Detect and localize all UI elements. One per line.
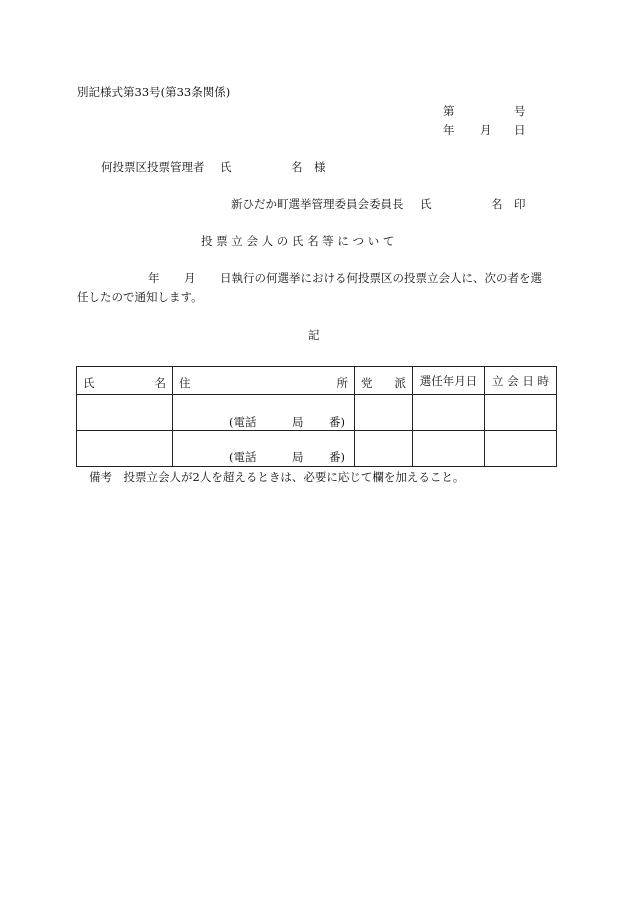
addressee-given-name-label: 名 — [291, 160, 303, 174]
table-row — [77, 395, 557, 431]
addressee-honorific: 様 — [314, 160, 326, 174]
party-cell — [355, 431, 413, 467]
table-row — [77, 431, 557, 467]
header-appointment-date-label: 選任年月日 — [419, 373, 478, 388]
remarks-note: 備考 投票立会人が2人を超えるときは、必要に応じて欄を加えること。 — [89, 470, 465, 484]
header-address-left: 住 — [179, 376, 191, 390]
party-cell — [355, 395, 413, 431]
document-number-suffix: 号 — [514, 104, 526, 118]
body-text-line-1: 日執行の何選挙における何投票区の投票立会人に、次の者を選 — [220, 271, 542, 285]
appointment-date-cell — [413, 395, 485, 431]
table-header-row — [77, 367, 557, 395]
address-cell — [173, 431, 355, 467]
date-month-label: 月 — [480, 123, 492, 137]
header-name — [77, 367, 173, 395]
attendance-datetime-cell — [485, 395, 557, 431]
phone-close-label: 番) — [329, 450, 345, 464]
form-reference: 別記様式第33号(第33条関係) — [77, 85, 231, 99]
attendance-datetime-cell — [485, 431, 557, 467]
phone-open-label: (電話 — [229, 450, 257, 464]
addressee-surname-label: 氏 — [220, 160, 232, 174]
sender-surname-label: 氏 — [420, 197, 432, 211]
phone-close-label: 番) — [329, 415, 345, 429]
document-number-prefix: 第 — [443, 104, 455, 118]
body-text-line-2: 任したので通知します。 — [77, 290, 203, 304]
seal-label: 印 — [514, 197, 526, 211]
header-party — [355, 367, 413, 395]
header-attendance-datetime — [485, 367, 557, 395]
date-year-label: 年 — [443, 123, 455, 137]
body-month-label: 月 — [184, 271, 196, 285]
sender-title: 新ひだか町選挙管理委員会委員長 — [231, 197, 404, 211]
phone-open-label: (電話 — [229, 415, 257, 429]
header-party-right: 派 — [394, 376, 406, 390]
phone-bureau-label: 局 — [292, 450, 304, 464]
phone-bureau-label: 局 — [292, 415, 304, 429]
sender-given-name-label: 名 — [491, 197, 503, 211]
header-attendance-datetime-label: 立 会 日 時 — [492, 373, 549, 388]
address-cell — [173, 395, 355, 431]
appointment-date-cell — [413, 431, 485, 467]
header-appointment-date — [413, 367, 485, 395]
name-cell — [77, 395, 173, 431]
header-address-right: 所 — [336, 376, 348, 390]
appointee-table — [76, 366, 557, 467]
header-address — [173, 367, 355, 395]
date-day-label: 日 — [514, 123, 526, 137]
header-name-right: 名 — [154, 376, 166, 390]
header-party-left: 党 — [361, 376, 373, 390]
body-year-label: 年 — [148, 271, 160, 285]
ki-heading: 記 — [308, 328, 320, 342]
addressee-title: 何投票区投票管理者 — [101, 160, 205, 174]
name-cell — [77, 431, 173, 467]
subject-title: 投 票 立 会 人 の 氏 名 等 に つ い て — [201, 234, 395, 248]
header-name-left: 氏 — [83, 376, 95, 390]
